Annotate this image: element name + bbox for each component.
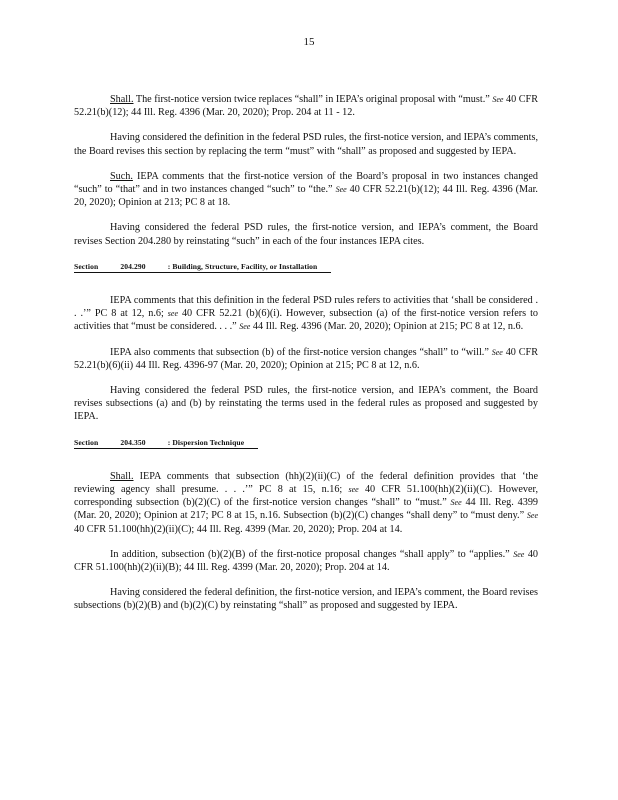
citation-signal: See — [335, 185, 347, 195]
paragraph-comment: IEPA comments that this definition in the federal PSD rules refers to activities that ‘shall be considered . . .’” PC 8 at 12, n.6; see 40 CFR 52.21 (b)(6)(i). However, subsection (a) of the first-notice version refers to activities that “must be considered. . . .” See 44 Ill. Reg. 4396 (Mar. 20, 2020); Opinion at 215; PC 8 at 12, n.6. — [74, 295, 538, 333]
paragraph-board-revision: Having considered the federal PSD rules, the first-notice version, and IEPA’s comment, the Board revises subsections (a) and (b) by reinstating the terms used in the federal rules as proposed and suggested by IEPA. — [74, 385, 538, 423]
citation-signal: See — [492, 95, 504, 104]
citation-signal: See — [239, 322, 251, 332]
citation-signal: see — [167, 309, 178, 319]
paragraph-lead: Shall. — [110, 94, 134, 105]
paragraph-board-revision: Having considered the federal PSD rules, the first-notice version, and IEPA’s comment, the Board revises Section 204.280 by reinstating “such” in each of the four instances IEPA cites. — [74, 222, 538, 247]
section-heading: Section 204.350 : Dispersion Technique — [74, 436, 538, 450]
citation-signal: See — [526, 511, 538, 521]
paragraph-board-revision: Having considered the federal definition, the first-notice version, and IEPA’s comment, the Board revises subsections (b)(2)(B) and (b)(2)(C) by reinstating “shall” as proposed and suggested by IEPA. — [74, 587, 538, 612]
paragraph-lead: Shall. — [110, 470, 134, 482]
paragraph-shall: Shall. The first-notice version twice replaces “shall” in IEPA’s original proposal with “must.” See 40 CFR 52.21(b)(12); 44 Ill. Reg. 4396 (Mar. 20, 2020); Prop. 204 at 11 - 12. — [74, 94, 538, 119]
section-heading: Section 204.290 : Building, Structure, Facility, or Installation — [74, 260, 538, 274]
citation-signal: See — [491, 347, 503, 357]
paragraph-such: Such. IEPA comments that the first-notice version of the Board’s proposal in two instances changed “such” to “that” and in two instances changed “such” to “the.” See 40 CFR 52.21(b)(12); 44 Ill. Reg. 4396 (Mar. 20, 2020); Opinion at 213; PC 8 at 18. — [74, 170, 538, 209]
paragraph-comment: IEPA also comments that subsection (b) of the first-notice version changes “shall” to “will.” See 40 CFR 52.21(b)(6)(ii) 44 Ill. Reg. 4396-97 (Mar. 20, 2020); Opinion at 215; PC 8 at 12, n.6. — [74, 346, 538, 371]
citation-signal: see — [348, 485, 359, 495]
paragraph-shall: Shall. IEPA comments that subsection (hh)(2)(ii)(C) of the federal definition provides that ‘the reviewing agency shall presume. . . .’” PC 8 at 15, n.16; see 40 CFR 51.100(hh)(2)(ii)(C). However, corresponding subsection (b)(2)(C) of the first-notice version changes “shall” to “must.” See 44 Ill. Reg. 4399 (Mar. 20, 2020); Opinion at 217; PC 8 at 15, n.16. Subsection (b)(2)(C) changes “shall deny” to “must deny.” See 40 CFR 51.100(hh)(2)(ii)(C); 44 Ill. Reg. 4399 (Mar. 20, 2020); Prop. 204 at 14. — [74, 470, 539, 535]
citation-signal: See — [513, 549, 525, 559]
page-number: 15 — [303, 36, 315, 48]
document-body — [74, 93, 538, 625]
paragraph-lead: Such. — [110, 170, 133, 182]
paragraph-board-revision: Having considered the definition in the federal PSD rules, the first-notice version, and IEPA’s comments, the Board revises this section by replacing the term “must” with “shall” as proposed and suggested by IEPA. — [74, 132, 538, 157]
citation-signal: See — [450, 498, 462, 508]
paragraph-comment: In addition, subsection (b)(2)(B) of the first-notice proposal changes “shall apply” to “applies.” See 40 CFR 51.100(hh)(2)(ii)(B); 44 Ill. Reg. 4399 (Mar. 20, 2020); Prop. 204 at 14. — [74, 548, 539, 574]
